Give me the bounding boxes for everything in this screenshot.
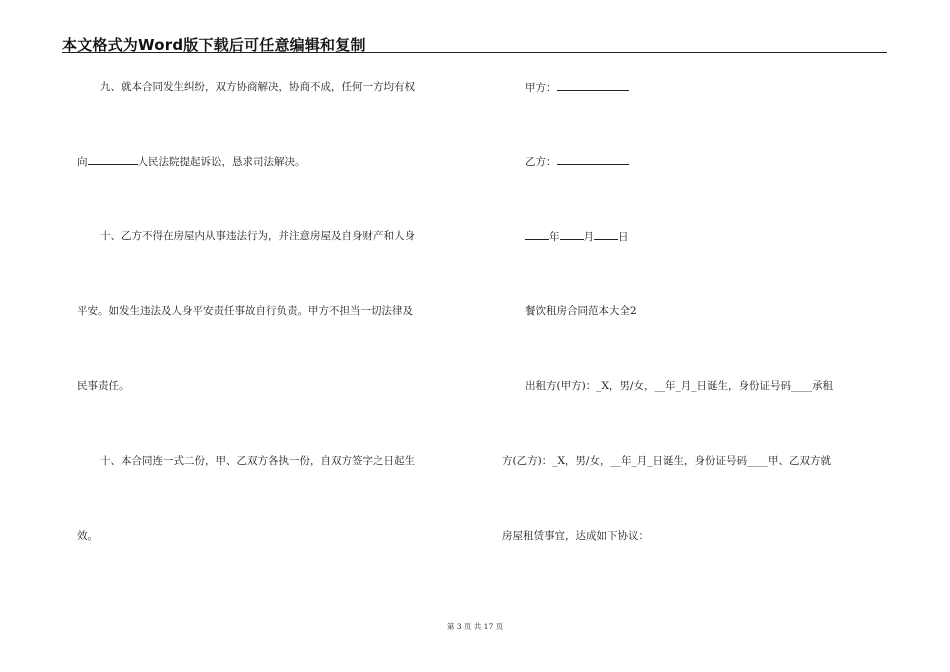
clause-10-line-1: 十、乙方不得在房屋内从事违法行为，并注意房屋及自身财产和人身: [100, 230, 415, 242]
party-a-signature-line: [525, 80, 629, 95]
month-blank: [560, 229, 584, 240]
month-label: 月: [583, 231, 594, 243]
agreement-intro-line: 房屋租赁事宜，达成如下协议：: [502, 530, 649, 542]
day-label: 日: [618, 231, 629, 243]
clause-9-line-1: 九、就本合同发生纠纷，双方协商解决，协商不成，任何一方均有权: [100, 81, 415, 93]
party-a-label: 甲方：: [525, 82, 557, 94]
party-b-label: 乙方：: [525, 156, 557, 168]
document-header-title: 本文格式为Word版下载后可任意编辑和复制: [62, 36, 366, 54]
lessor-info-line: 出租方(甲方)：_X，男/女，__年_月_日诞生，身份证号码____承租: [525, 380, 833, 392]
clause-10-line-3: 民事责任。: [77, 380, 130, 392]
page-number: 第 3 页 共 17 页: [446, 622, 504, 631]
clause-9-line-2: [77, 154, 306, 169]
clause-9-line-2-suffix: 人民法院提起诉讼，恳求司法解决。: [137, 156, 306, 168]
header-divider: [62, 52, 887, 53]
party-b-signature-line: [525, 154, 629, 169]
lessee-info-line: 方(乙方)：_X，男/女，__年_月_日诞生，身份证号码____甲、乙双方就: [502, 455, 831, 467]
clause-10-line-2: 平安。如发生违法及人身平安责任事故自行负责。甲方不担当一切法律及: [77, 305, 413, 317]
clause-9-line-2-prefix: 向: [77, 156, 88, 168]
clause-11-line-2: 效。: [77, 530, 98, 542]
contract-title: 餐饮租房合同范本大全2: [525, 305, 637, 317]
court-name-blank: [88, 154, 138, 165]
year-blank: [525, 229, 549, 240]
day-blank: [594, 229, 618, 240]
party-b-blank: [557, 154, 629, 165]
party-a-blank: [557, 80, 629, 91]
year-label: 年: [549, 231, 560, 243]
clause-11-line-1: 十、本合同连一式二份，甲、乙双方各执一份，自双方签字之日起生: [100, 455, 415, 467]
date-line: [525, 229, 629, 244]
